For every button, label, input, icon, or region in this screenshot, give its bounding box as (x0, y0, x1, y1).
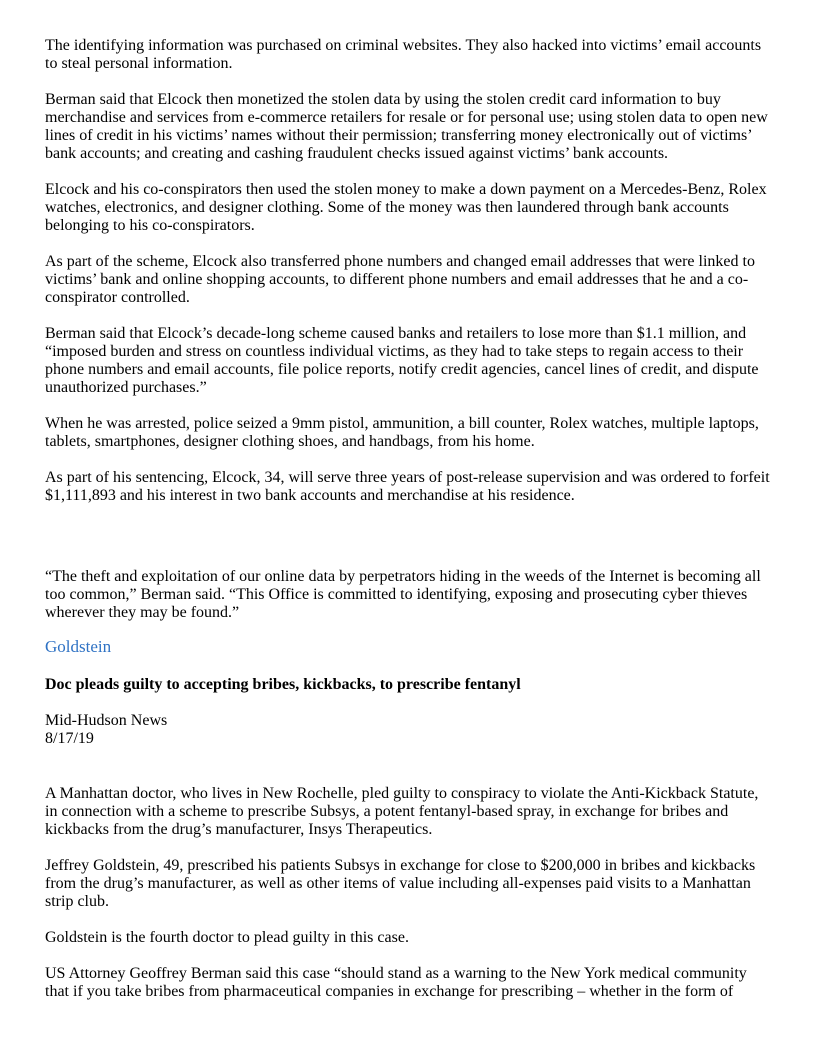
paragraph (45, 253, 755, 307)
paragraph (45, 469, 770, 505)
paragraph (45, 37, 761, 73)
paragraph (45, 929, 409, 947)
paragraph-line: Berman said that Elcock then monetized the stolen data by using the stolen credit card information to buy (45, 91, 721, 108)
section-link-goldstein[interactable]: Goldstein (45, 637, 112, 656)
paragraph-line: victims’ bank and online shopping accounts, to different phone numbers and email addresses that he and a co- (45, 271, 749, 288)
paragraph (45, 857, 755, 911)
article-headline: Doc pleads guilty to accepting bribes, kickbacks, to prescribe fentanyl (45, 676, 521, 693)
source-name: Mid-Hudson News (45, 712, 168, 729)
paragraph-line: As part of his sentencing, Elcock, 34, will serve three years of post-release supervision and was ordered to forfeit (45, 469, 770, 486)
paragraph-line: conspirator controlled. (45, 289, 190, 306)
paragraph (45, 965, 747, 1001)
paragraph-line: in connection with a scheme to prescribe Subsys, a potent fentanyl-based spray, in exchange for bribes and (45, 803, 729, 820)
paragraph-line: Jeffrey Goldstein, 49, prescribed his patients Subsys in exchange for close to $200,000 in bribes and kickbacks (45, 857, 756, 874)
paragraph (45, 415, 759, 451)
paragraph-line: from the drug’s manufacturer, as well as other items of value including all-expenses paid visits to a Manhattan (45, 875, 751, 892)
paragraph-line: bank accounts; and creating and cashing fraudulent checks issued against victims’ bank accounts. (45, 145, 669, 162)
paragraph-line: watches, electronics, and designer clothing. Some of the money was then laundered through bank accounts (45, 199, 729, 216)
article-source (45, 712, 167, 748)
paragraph-line: Goldstein is the fourth doctor to plead guilty in this case. (45, 929, 409, 946)
paragraph (45, 785, 758, 839)
paragraph-line: strip club. (45, 893, 109, 910)
paragraph-line: to steal personal information. (45, 55, 233, 72)
paragraph-line: A Manhattan doctor, who lives in New Rochelle, pled guilty to conspiracy to violate the Anti-Kickback Statute, (45, 785, 759, 802)
paragraph-line: kickbacks from the drug’s manufacturer, Insys Therapeutics. (45, 821, 433, 838)
paragraph-line: When he was arrested, police seized a 9mm pistol, ammunition, a bill counter, Rolex watches, multiple laptops, (45, 415, 759, 432)
paragraph-line: lines of credit in his victims’ names without their permission; transferring money electronically out of victims’ (45, 127, 753, 144)
paragraph-line: unauthorized purchases.” (45, 379, 207, 396)
paragraph-line: US Attorney Geoffrey Berman said this case “should stand as a warning to the New York medical community (45, 965, 747, 982)
paragraph-line: $1,111,893 and his interest in two bank accounts and merchandise at his residence. (45, 487, 575, 504)
paragraph-line: phone numbers and email accounts, file police reports, notify credit agencies, cancel lines of credit, and dispute (45, 361, 759, 378)
article-date: 8/17/19 (45, 730, 94, 747)
paragraph-line: Berman said that Elcock’s decade-long scheme caused banks and retailers to lose more than $1.1 million, and (45, 325, 747, 342)
paragraph-line: too common,” Berman said. “This Office is committed to identifying, exposing and prosecuting cyber thieves (45, 586, 748, 603)
paragraph-line: “The theft and exploitation of our online data by perpetrators hiding in the weeds of the Internet is becoming all (45, 568, 761, 585)
paragraph-line: Elcock and his co-conspirators then used the stolen money to make a down payment on a Mercedes-Benz, Rolex (45, 181, 767, 198)
paragraph-line: merchandise and services from e-commerce retailers for resale or for personal use; using stolen data to open new (45, 109, 768, 126)
paragraph-line: wherever they may be found.” (45, 604, 240, 621)
paragraph (45, 568, 761, 622)
paragraph-line: “imposed burden and stress on countless individual victims, as they had to take steps to regain access to their (45, 343, 744, 360)
paragraph (45, 181, 767, 235)
paragraph-line: tablets, smartphones, designer clothing shoes, and handbags, from his home. (45, 433, 535, 450)
paragraph-line: The identifying information was purchased on criminal websites. They also hacked into victims’ email accounts (45, 37, 762, 54)
paragraph-line: belonging to his co-conspirators. (45, 217, 255, 234)
paragraph-line: that if you take bribes from pharmaceutical companies in exchange for prescribing – whether in the form of (45, 983, 734, 1000)
paragraph (45, 325, 759, 397)
paragraph (45, 91, 768, 163)
paragraph-line: As part of the scheme, Elcock also transferred phone numbers and changed email addresses that were linked to (45, 253, 755, 270)
